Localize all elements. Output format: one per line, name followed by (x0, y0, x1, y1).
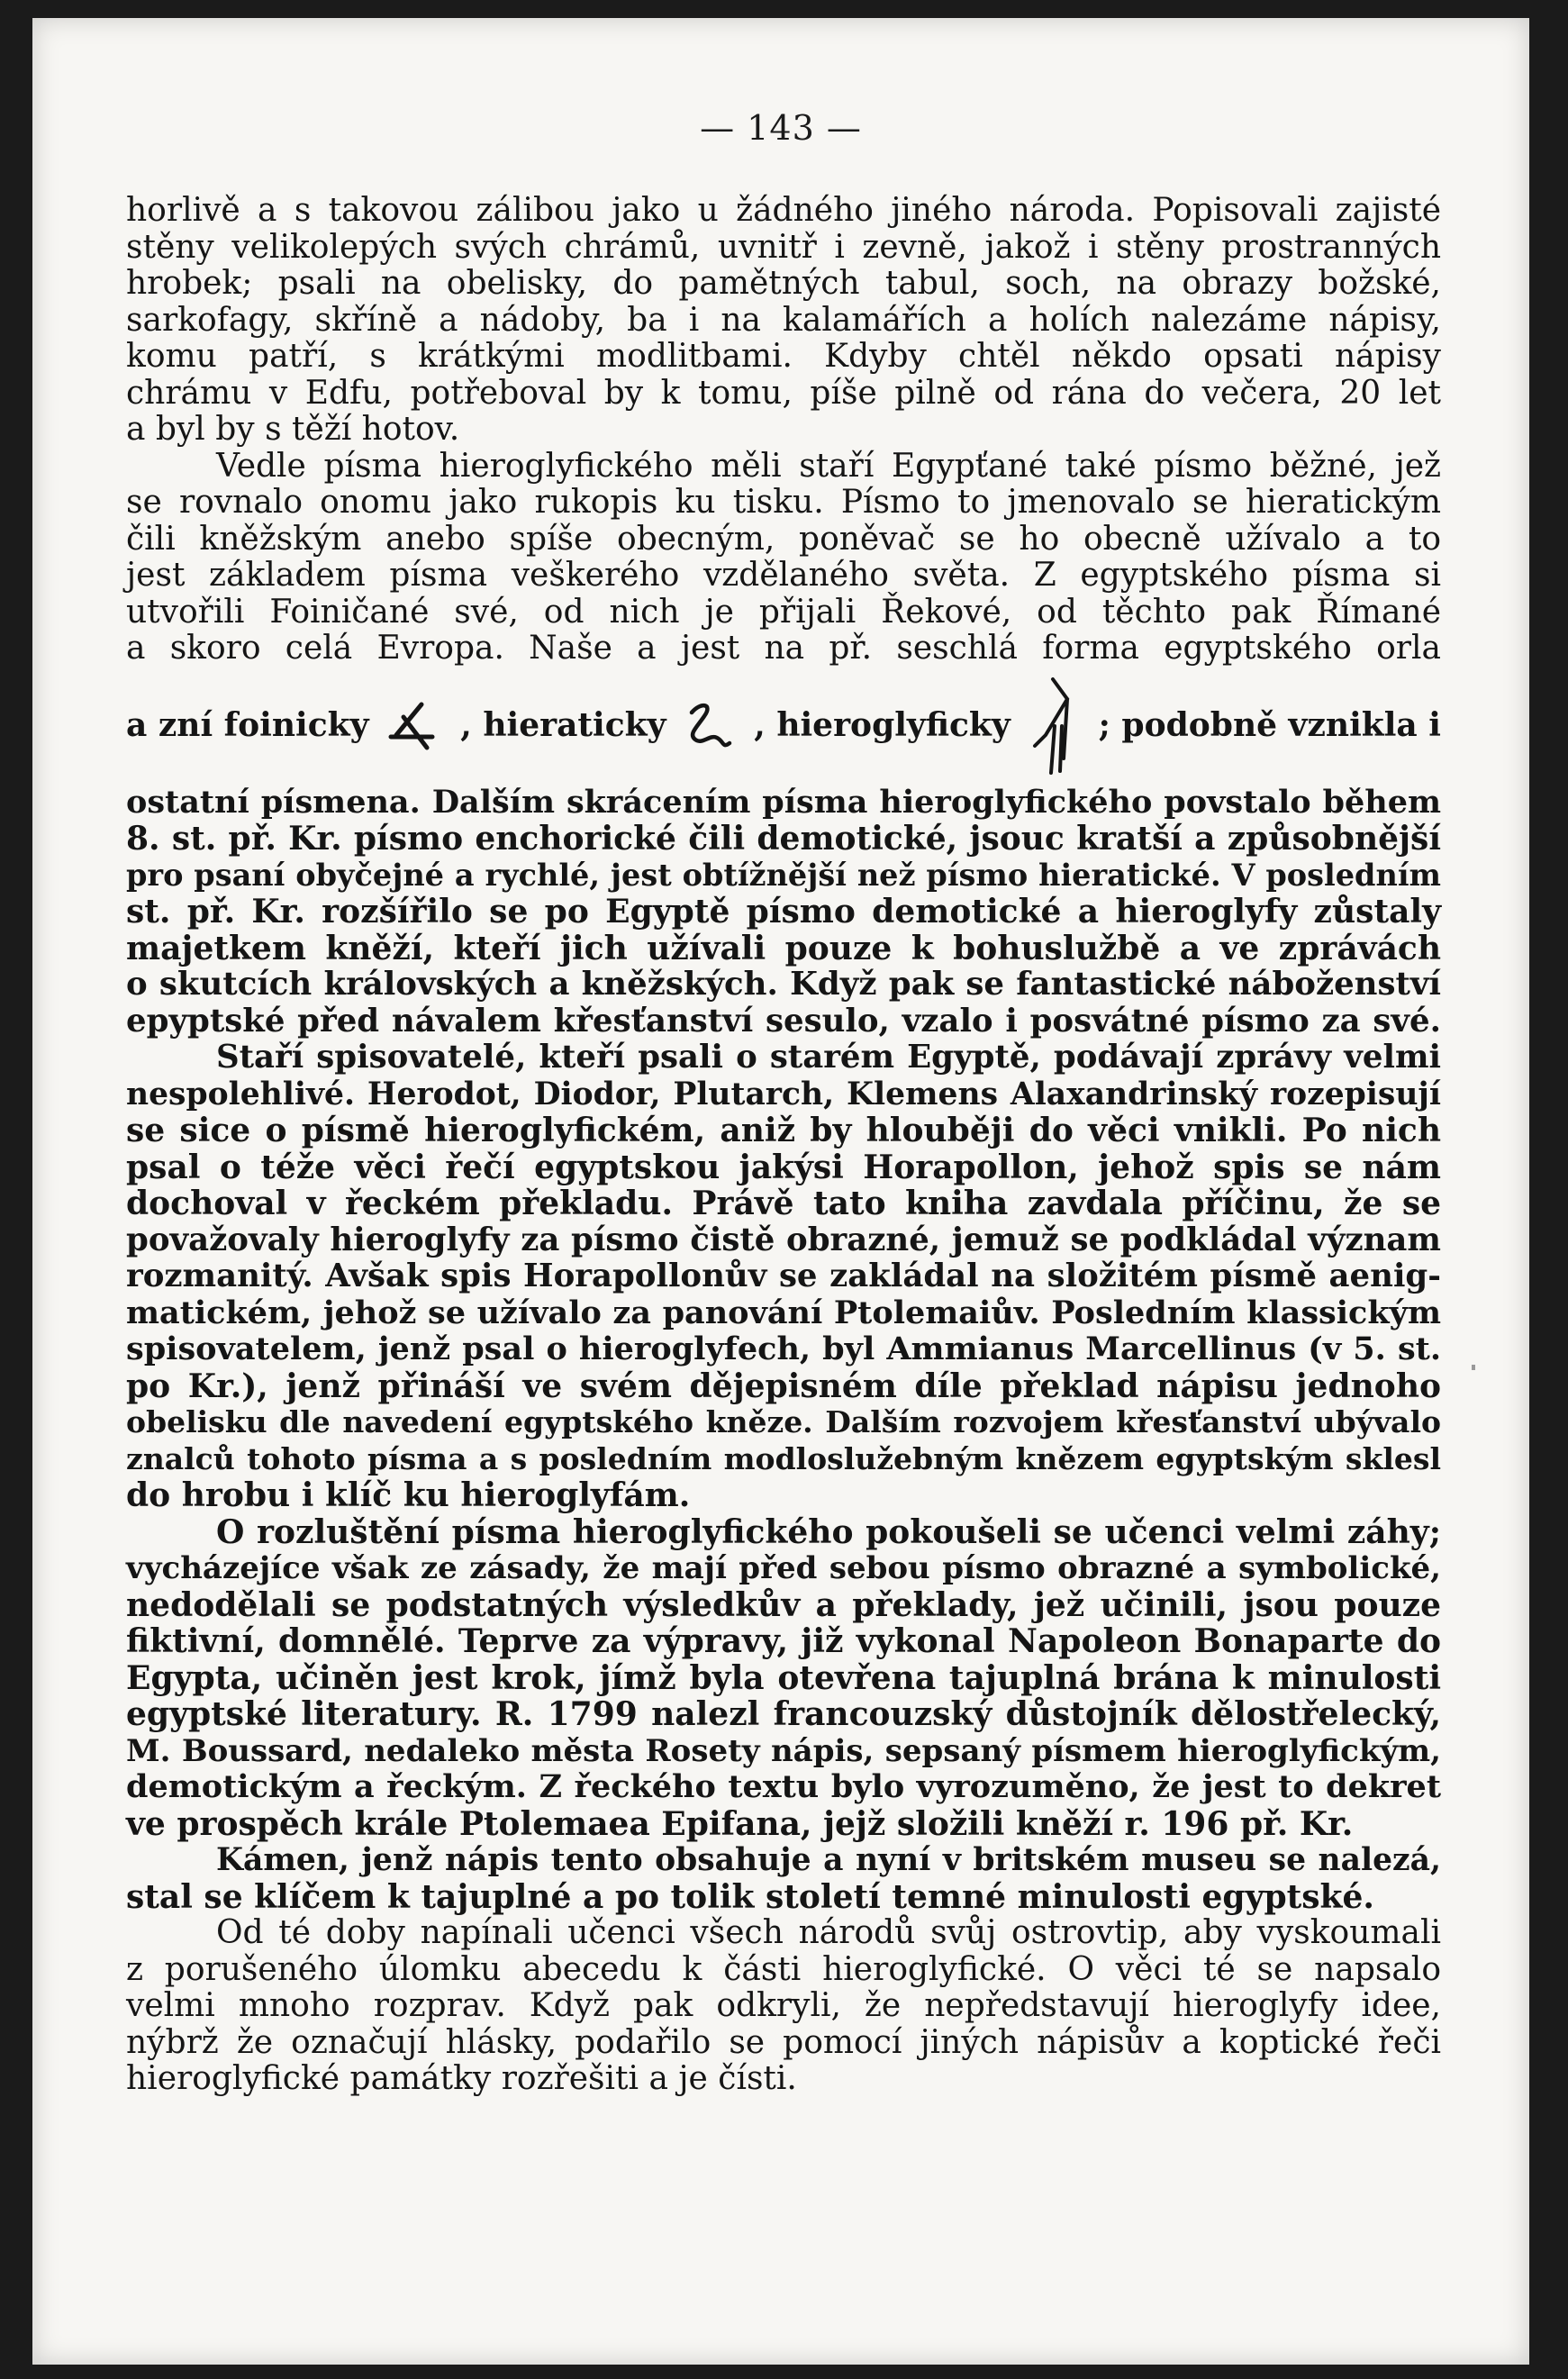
text-line: Vedle písma hieroglyfického měli staří Egypťané také písmo běžné, jež (216, 447, 1441, 485)
text-line: st. př. Kr. rozšířilo se po Egyptě písmo demotické a hieroglyfy zůstaly (126, 893, 1441, 931)
text-line: vycházejíce však ze zásady, že mají před sebou písmo obrazné a symbolické, (126, 1550, 1441, 1586)
text-line: hrobek; psali na obelisky, do pamětných tabul, soch, na obrazy božské, (126, 265, 1441, 302)
hieratic-a-glyph (683, 698, 737, 754)
text-line: stěny velikolepých svých chrámů, uvnitř i zevně, jakož i stěny prostranných (126, 228, 1441, 266)
text-line: ostatní písmena. Dalším skrácením písma hieroglyfického povstalo během (126, 783, 1441, 821)
glyph-line-part4: ; podobně vznikla i (1098, 706, 1441, 745)
text-line: Staří spisovatelé, kteří psali o starém Egyptě, podávají zprávy velmi (216, 1039, 1441, 1076)
text-line: O rozluštění písma hieroglyfického pokoušeli se učenci velmi záhy; (216, 1512, 1441, 1551)
text-line: Egypta, učiněn jest krok, jímž byla otevřena tajuplná brána k minulosti (126, 1658, 1441, 1697)
paragraph-group-1 (126, 193, 1441, 667)
hieroglyph-eagle-glyph (1028, 672, 1082, 780)
glyph-line-part2: , hieraticky (460, 706, 666, 745)
text-line: psal o téže věci řečí egyptskou jakýsi Horapollon, jehož spis se nám (126, 1148, 1441, 1186)
text-line: nespolehlivé. Herodot, Diodor, Plutarch, Klemens Alaxandrinský rozepisují (126, 1076, 1441, 1112)
page-number: — 143 — (700, 108, 862, 148)
text-line: fiktivní, domnělé. Teprve za výpravy, již vykonal Napoleon Bonaparte do (126, 1622, 1441, 1660)
text-line: horlivě a s takovou zálibou jako u žádného jiného národa. Popisovali zajisté (126, 192, 1441, 229)
text-line: se rovnalo onomu jako rukopis ku tisku. Písmo to jmenovalo se hieratickým (126, 484, 1441, 521)
text-line: ve prospěch krále Ptolemaea Epifana, jejž složili kněží r. 196 př. Kr. (126, 1804, 1354, 1843)
text-line: egyptské literatury. R. 1799 nalezl francouzský důstojník dělostřelecký, (126, 1695, 1441, 1733)
text-line: pro psaní obyčejné a rychlé, jest obtížnější než písmo hieratické. V posledním (126, 857, 1441, 893)
text-line: a skoro celá Evropa. Naše a jest na př. seschlá forma egyptského orla (126, 630, 1441, 667)
text-line: matickém, jehož se užívalo za panování Ptolemaiův. Posledním klassickým (126, 1294, 1441, 1331)
glyph-example-line (126, 667, 1441, 785)
text-line: rozmanitý. Avšak spis Horapollonův se zakládal na složitém písmě aenig- (126, 1258, 1441, 1294)
paragraph-group-2 (126, 785, 1441, 2098)
text-line: hieroglyfické památky rozřešiti a je čísti. (126, 2060, 797, 2097)
text-line: majetkem kněží, kteří jich užívali pouze k bohuslužbě a ve zprávách (126, 929, 1441, 967)
text-line: čili kněžským anebo spíše obecným, poněvač se ho obecně užívalo a to (126, 520, 1441, 558)
text-line: považovaly hieroglyfy za písmo čistě obrazné, jemuž se podkládal význam (126, 1221, 1441, 1258)
phoenician-a-glyph (385, 699, 443, 753)
text-line: do hrobu i klíč ku hieroglyfám. (126, 1476, 691, 1514)
text-line: stal se klíčem k tajuplné a po tolik století temné minulosti egyptské. (126, 1877, 1374, 1916)
text-line: spisovatelem, jenž psal o hieroglyfech, byl Ammianus Marcellinus (v 5. st. (126, 1330, 1441, 1367)
text-line: demotickým a řeckým. Z řeckého textu bylo vyrozuměno, že jest to dekret (126, 1768, 1441, 1805)
text-line: sarkofagy, skříně a nádoby, ba i na kalamářích a holích nalezáme nápisy, (126, 301, 1441, 339)
margin-speck (1472, 1365, 1475, 1370)
body-text (126, 193, 1441, 2098)
text-line: M. Boussard, nedaleko města Rosety nápis, sepsaný písmem hieroglyfickým, (126, 1732, 1441, 1769)
glyph-line-part1: a zní foinicky (126, 706, 369, 745)
book-page (32, 18, 1529, 2365)
text-line: znalců tohoto písma a s posledním modloslužebným knězem egyptským sklesl (126, 1440, 1441, 1476)
text-line: nýbrž že označují hlásky, podařilo se pomocí jiných nápisův a koptické řeči (126, 2023, 1441, 2061)
text-line: chrámu v Edfu, potřeboval by k tomu, píše pilně od rána do večera, 20 let (126, 374, 1441, 412)
text-line: komu patří, s krátkými modlitbami. Kdyby chtěl někdo opsati nápisy (126, 338, 1441, 375)
glyph-line-part3: , hieroglyficky (754, 706, 1011, 745)
text-line: o skutcích královských a kněžských. Když pak se fantastické náboženství (126, 966, 1441, 1003)
text-line: a byl by s těží hotov. (126, 411, 460, 448)
text-line: 8. st. př. Kr. písmo enchorické čili demotické, jsouc kratší a způsobnější (126, 820, 1441, 858)
text-line: z porušeného úlomku abecedu k části hieroglyfické. O věci té se napsalo (126, 1950, 1441, 1988)
text-line: jest základem písma veškerého vzdělaného světa. Z egyptského písma si (126, 557, 1441, 594)
text-line: Kámen, jenž nápis tento obsahuje a nyní v britském museu se nalezá, (216, 1842, 1441, 1878)
text-line: Od té doby napínali učenci všech národů svůj ostrovtip, aby vyskoumali (216, 1914, 1441, 1951)
text-line: dochoval v řeckém překladu. Právě tato kniha zavdala příčinu, že se (126, 1185, 1441, 1222)
text-line: se sice o písmě hieroglyfickém, aniž by hlouběji do věci vnikli. Po nich (126, 1112, 1441, 1149)
text-line: obelisku dle navedení egyptského kněze. Dalším rozvojem křesťanství ubývalo (126, 1404, 1441, 1439)
text-line: velmi mnoho rozprav. Když pak odkryli, že nepředstavují hieroglyfy idee, (126, 1987, 1441, 2024)
text-line: utvořili Foiničané své, od nich je přijali Řekové, od těchto pak Římané (126, 593, 1441, 631)
text-line: po Kr.), jenž přináší ve svém dějepisném díle překlad nápisu jednoho (126, 1367, 1441, 1405)
text-line: epyptské před návalem křesťanství sesulo, vzalo i posvátné písmo za své. (126, 1002, 1441, 1040)
text-line: nedodělali se podstatných výsledkův a překlady, jež učinili, jsou pouze (126, 1585, 1441, 1624)
